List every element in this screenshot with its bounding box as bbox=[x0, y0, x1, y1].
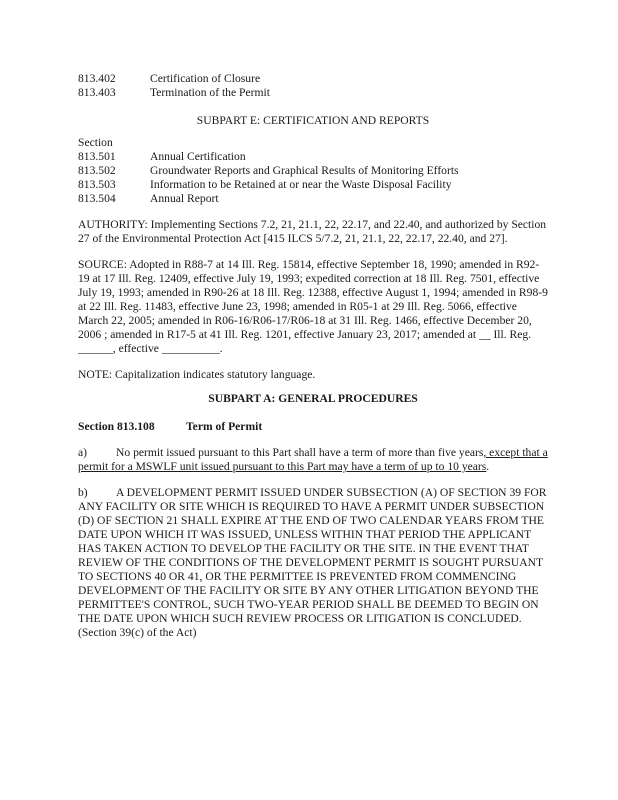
toc-number: 813.503 bbox=[78, 178, 116, 191]
subpart-e-heading: SUBPART E: CERTIFICATION AND REPORTS bbox=[196, 114, 430, 127]
section-heading bbox=[78, 420, 548, 434]
item-a-label: a) bbox=[78, 446, 88, 459]
item-a-text: No permit issued pursuant to this Part shall have a term of more than five years bbox=[116, 446, 484, 459]
source-paragraph: SOURCE: Adopted in R88-7 at 14 Ill. Reg. 15814, effective September 18, 1990; amended in R92-19 at 17 Ill. Reg. 12409, effective July 19, 1993; expedited correction at 18 Ill. Reg. 7501, effective July 19, 1993; amended in R90-26 at 18 Ill. Reg. 12388, effective August 1, 1994; amended in R98-9 at 22 Ill. Reg. 11483, effective June 23, 1998; amended in R05-1 at 29 Ill. Reg. 5066, effective March 22, 2005; amended in R06-16/R06-17/R06-18 at 31 Ill. Reg. 1466, effective December 20, 2006 ; amended in R17-5 at 41 Ill. Reg. 1201, effective January 23, 2017; amended at __ Ill. Reg. ______, effective __________. bbox=[78, 258, 548, 355]
document-page bbox=[78, 72, 548, 640]
toc-title: Groundwater Reports and Graphical Results of Monitoring Efforts bbox=[150, 164, 459, 177]
toc-number: 813.403 bbox=[78, 86, 116, 99]
item-b-label: b) bbox=[78, 486, 88, 499]
toc-row bbox=[78, 150, 548, 164]
toc-number: 813.502 bbox=[78, 164, 116, 177]
toc-title: Certification of Closure bbox=[150, 72, 261, 85]
toc-subpart-e-list bbox=[78, 136, 548, 206]
toc-row bbox=[78, 86, 548, 100]
authority-paragraph: AUTHORITY: Implementing Sections 7.2, 21, 21.1, 22, 22.17, and 22.40, and authorized by Section 27 of the Environmental Protection Act [415 ILCS 5/7.2, 21, 21.1, 22, 22.17, 22.40, and 27]. bbox=[78, 218, 547, 245]
section-label: Section bbox=[78, 136, 113, 149]
toc-title: Annual Report bbox=[150, 192, 219, 205]
toc-title: Information to be Retained at or near the Waste Disposal Facility bbox=[150, 178, 452, 191]
item-a-underlined-text: , except that a permit for a MSWLF unit issued pursuant to this Part may have a term of up to 10 years bbox=[78, 446, 548, 473]
toc-row bbox=[78, 192, 548, 206]
subpart-a-heading: SUBPART A: GENERAL PROCEDURES bbox=[208, 392, 418, 405]
toc-row bbox=[78, 164, 548, 178]
toc-row bbox=[78, 72, 548, 86]
item-a-end: . bbox=[486, 460, 490, 473]
toc-number: 813.402 bbox=[78, 72, 116, 85]
item-a-paragraph bbox=[78, 446, 548, 474]
toc-title: Termination of the Permit bbox=[150, 86, 270, 99]
section-number: Section 813.108 bbox=[78, 420, 155, 433]
item-b-paragraph bbox=[78, 486, 548, 640]
toc-number: 813.501 bbox=[78, 150, 116, 163]
toc-number: 813.504 bbox=[78, 192, 116, 205]
toc-title: Annual Certification bbox=[150, 150, 246, 163]
note-paragraph: NOTE: Capitalization indicates statutory language. bbox=[78, 368, 316, 381]
item-b-citation: (Section 39(c) of the Act) bbox=[78, 626, 197, 639]
item-b-text: A DEVELOPMENT PERMIT ISSUED UNDER SUBSECTION (A) OF SECTION 39 FOR ANY FACILITY OR SITE WHICH IS REQUIRED TO HAVE A PERMIT UNDER SUBSECTION (D) OF SECTION 21 SHALL EXPIRE AT THE END OF TWO CALENDAR YEARS FROM THE DATE UPON WHICH IT WAS ISSUED, UNLESS WITHIN THAT PERIOD THE APPLICANT HAS TAKEN ACTION TO DEVELOP THE FACILITY OR THE SITE. IN THE EVENT THAT REVIEW OF THE CONDITIONS OF THE DEVELOPMENT PERMIT IS SOUGHT PURSUANT TO SECTIONS 40 OR 41, OR THE PERMITTEE IS PREVENTED FROM COMMENCING DEVELOPMENT OF THE FACILITY OR SITE BY ANY OTHER LITIGATION BEYOND THE PERMITTEE'S CONTROL, SUCH TWO-YEAR PERIOD SHALL BE DEEMED TO BEGIN ON THE DATE UPON WHICH SUCH REVIEW PROCESS OR LITIGATION IS CONCLUDED. bbox=[78, 486, 547, 625]
section-title: Term of Permit bbox=[186, 420, 263, 433]
toc-top-list bbox=[78, 72, 548, 100]
toc-row bbox=[78, 178, 548, 192]
